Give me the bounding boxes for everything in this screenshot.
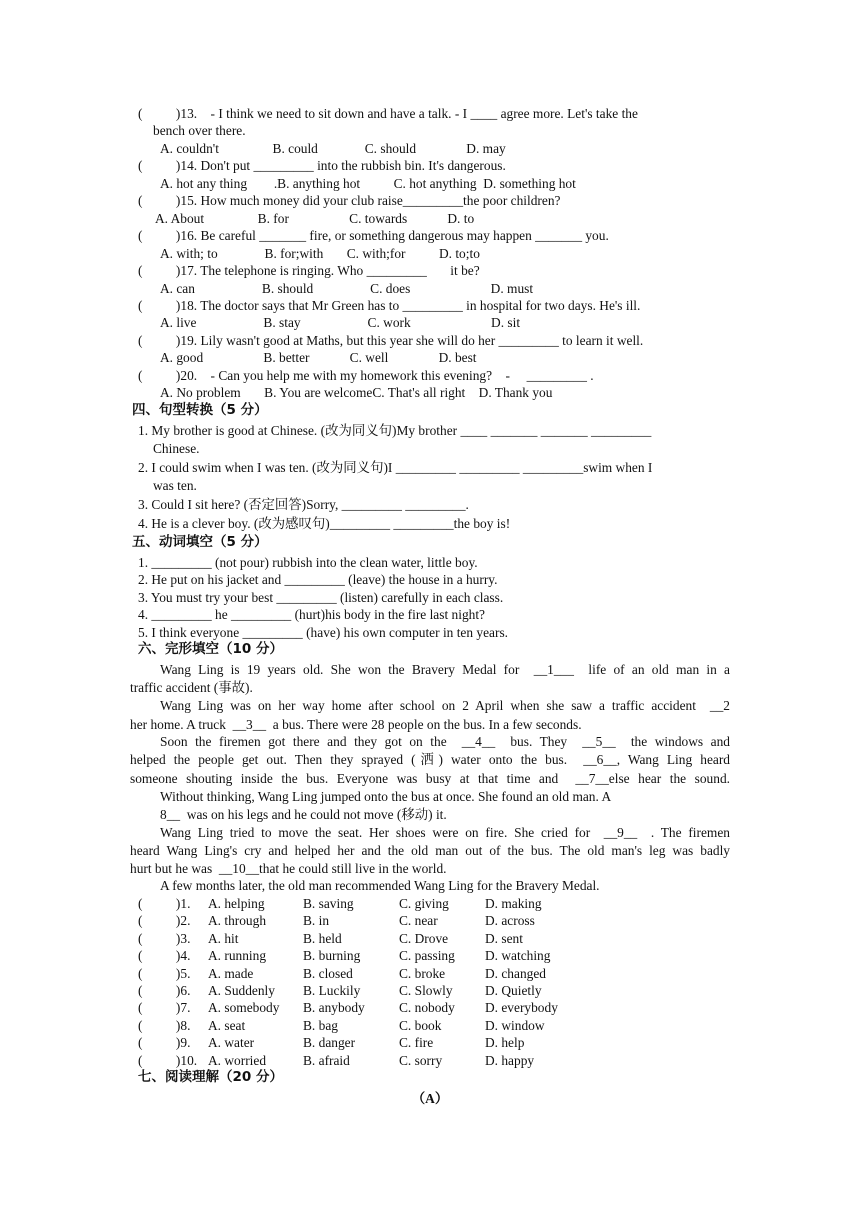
question-13-continued: bench over there. [153, 123, 246, 138]
cloze-question-option-c: C. giving [399, 896, 449, 911]
cloze-passage-line-6: helped the people get out. Then they sprayed (洒) water onto the bus. __6__, Wang Ling heard [130, 752, 730, 767]
cloze-passage-line-3: Wang Ling was on her way home after school on 2 April when she saw a traffic accident __2 [160, 698, 730, 713]
question-16: ( )16. Be careful _______ fire, or something dangerous may happen _______ you. [138, 228, 609, 243]
cloze-question-option-d: D. help [485, 1035, 525, 1051]
cloze-passage-line-10: Wang Ling tried to move the seat. Her shoes were on fire. She cried for __9__ . The firemen [160, 825, 730, 840]
cloze-question-number: ( )4. [138, 948, 191, 964]
cloze-question-option-b: B. burning [303, 948, 361, 964]
question-16-options: A. with; to B. for;with C. with;for D. to;to [160, 246, 480, 261]
cloze-question-option-d: D. making [485, 896, 542, 911]
rewrite-item-4: 4. He is a clever boy. (改为感叹句)_________ _________the boy is! [138, 516, 511, 531]
question-15-options: A. About B. for C. towards D. to [155, 211, 475, 226]
question-19-options: A. good B. better C. well D. best [160, 350, 477, 365]
rewrite-item-2: 2. I could swim when I was ten. (改为同义句)I _________ _________ _________swim when I [138, 460, 653, 475]
cloze-question-option-d: D. happy [485, 1052, 535, 1068]
cloze-question-number: ( )8. [138, 1017, 191, 1033]
cloze-passage-line-12: hurt but he was __10__that he could still live in the world. [130, 861, 447, 876]
cloze-question-option-d: D. changed [485, 965, 546, 981]
verb-item-4: 4. _________ he _________ (hurt)his body in the fire last night? [138, 607, 485, 622]
cloze-question-option-b: B. danger [303, 1035, 356, 1051]
verb-item-5: 5. I think everyone _________ (have) his own computer in ten years. [138, 625, 509, 640]
cloze-passage-line-8: Without thinking, Wang Ling jumped onto the bus at once. She found an old man. A [160, 789, 612, 804]
cloze-question-option-d: D. window [485, 1017, 545, 1033]
section-7-heading: 七、阅读理解（20 分） [138, 1069, 283, 1085]
question-20: ( )20. - Can you help me with my homework this evening? - _________ . [138, 368, 594, 383]
cloze-question-option-c: C. Slowly [399, 983, 453, 998]
question-20-options: A. No problem B. You are welcomeC. That's all right D. Thank you [160, 385, 553, 400]
cloze-question-option-a: A. seat [208, 1017, 246, 1033]
question-17: ( )17. The telephone is ringing. Who _________ it be? [138, 263, 480, 278]
cloze-passage-line-7: someone shouting inside the bus. Everyone was busy at that time and __7__else hear the sound. [130, 771, 730, 786]
question-18-options: A. live B. stay C. work D. sit [160, 315, 521, 330]
question-13: ( )13. - I think we need to sit down and have a talk. - I ____ agree more. Let's take the [138, 106, 638, 121]
verb-item-3: 3. You must try your best _________ (listen) carefully in each class. [138, 590, 504, 605]
cloze-question-option-a: A. helping [208, 896, 265, 911]
section-6-heading: 六、完形填空（10 分） [138, 641, 283, 657]
section-5-heading: 五、动词填空（5 分） [132, 534, 268, 550]
verb-item-2: 2. He put on his jacket and _________ (leave) the house in a hurry. [138, 572, 498, 587]
cloze-question-option-a: A. Suddenly [208, 983, 275, 998]
rewrite-item-3: 3. Could I sit here? (否定回答)Sorry, _________ _________. [138, 497, 469, 512]
cloze-question-option-c: C. passing [399, 948, 455, 964]
cloze-question-option-b: B. anybody [303, 1000, 365, 1016]
cloze-question-option-b: B. saving [303, 896, 354, 911]
cloze-question-option-d: D. sent [485, 930, 523, 946]
cloze-question-option-b: B. afraid [303, 1052, 350, 1068]
cloze-passage-line-5: Soon the firemen got there and they got on the __4__ bus. They __5__ the windows and [160, 734, 730, 749]
question-19: ( )19. Lily wasn't good at Maths, but this year she will do her _________ to learn it well. [138, 333, 644, 348]
cloze-passage-line-4: her home. A truck __3__ a bus. There were 28 people on the bus. In a few seconds. [130, 717, 582, 732]
cloze-question-number: ( )9. [138, 1035, 191, 1051]
cloze-passage-line-11: heard Wang Ling's cry and helped her and the old man out of the bus. The old man's leg was badly [130, 843, 730, 858]
rewrite-item-1: 1. My brother is good at Chinese. (改为同义句)My brother ____ _______ _______ _________ [138, 423, 652, 438]
cloze-question-option-d: D. watching [485, 948, 551, 964]
cloze-passage-line-1: Wang Ling is 19 years old. She won the Bravery Medal for __1___ life of an old man in a [160, 662, 730, 677]
cloze-question-option-a: A. water [208, 1035, 255, 1051]
cloze-question-number: ( )5. [138, 965, 191, 981]
rewrite-item-2-continued: was ten. [153, 478, 197, 493]
cloze-question-option-c: C. nobody [399, 1000, 455, 1016]
cloze-question-option-a: A. somebody [208, 1000, 280, 1016]
cloze-question-option-b: B. bag [303, 1017, 338, 1033]
cloze-question-number: ( )3. [138, 930, 191, 946]
question-18: ( )18. The doctor says that Mr Green has to _________ in hospital for two days. He's ill. [138, 298, 641, 313]
passage-a-label: （A） [411, 1091, 449, 1106]
cloze-question-number: ( )2. [138, 913, 191, 929]
question-15: ( )15. How much money did your club raise_________the poor children? [138, 193, 561, 208]
cloze-question-option-b: B. closed [303, 965, 353, 981]
cloze-passage-line-2: traffic accident (事故). [130, 680, 253, 695]
cloze-question-option-d: D. Quietly [485, 983, 542, 998]
cloze-question-option-b: B. Luckily [303, 983, 361, 998]
question-14: ( )14. Don't put _________ into the rubbish bin. It's dangerous. [138, 158, 506, 173]
question-17-options: A. can B. should C. does D. must [160, 281, 534, 296]
cloze-passage-line-13: A few months later, the old man recommended Wang Ling for the Bravery Medal. [160, 878, 600, 893]
cloze-question-number: ( )1. [138, 896, 191, 911]
cloze-question-option-a: A. worried [208, 1052, 267, 1068]
cloze-question-number: ( )6. [138, 983, 191, 998]
cloze-question-number: ( )10. [138, 1052, 198, 1068]
section-4-heading: 四、句型转换（5 分） [132, 402, 268, 418]
cloze-question-option-a: A. through [208, 913, 267, 929]
cloze-question-option-c: C. broke [399, 965, 446, 981]
cloze-question-option-b: B. in [303, 913, 330, 929]
cloze-passage-line-9: 8__ was on his legs and he could not move (移动) it. [160, 807, 447, 822]
cloze-question-option-c: C. near [399, 913, 438, 929]
cloze-question-option-d: D. everybody [485, 1000, 558, 1016]
rewrite-item-1-continued: Chinese. [153, 441, 200, 456]
cloze-question-option-a: A. made [208, 965, 254, 981]
cloze-question-option-a: A. running [208, 948, 267, 964]
question-13-options: A. couldn't B. could C. should D. may [160, 141, 506, 156]
cloze-question-number: ( )7. [138, 1000, 191, 1016]
cloze-question-option-b: B. held [303, 930, 342, 946]
cloze-question-option-c: C. book [399, 1017, 442, 1033]
verb-item-1: 1. _________ (not pour) rubbish into the clean water, little boy. [138, 555, 478, 570]
cloze-question-option-a: A. hit [208, 930, 239, 946]
cloze-question-option-c: C. fire [399, 1035, 434, 1051]
cloze-question-option-d: D. across [485, 913, 535, 929]
question-14-options: A. hot any thing .B. anything hot C. hot anything D. something hot [160, 176, 576, 191]
cloze-question-option-c: C. sorry [399, 1052, 443, 1068]
cloze-question-option-c: C. Drove [399, 930, 449, 946]
